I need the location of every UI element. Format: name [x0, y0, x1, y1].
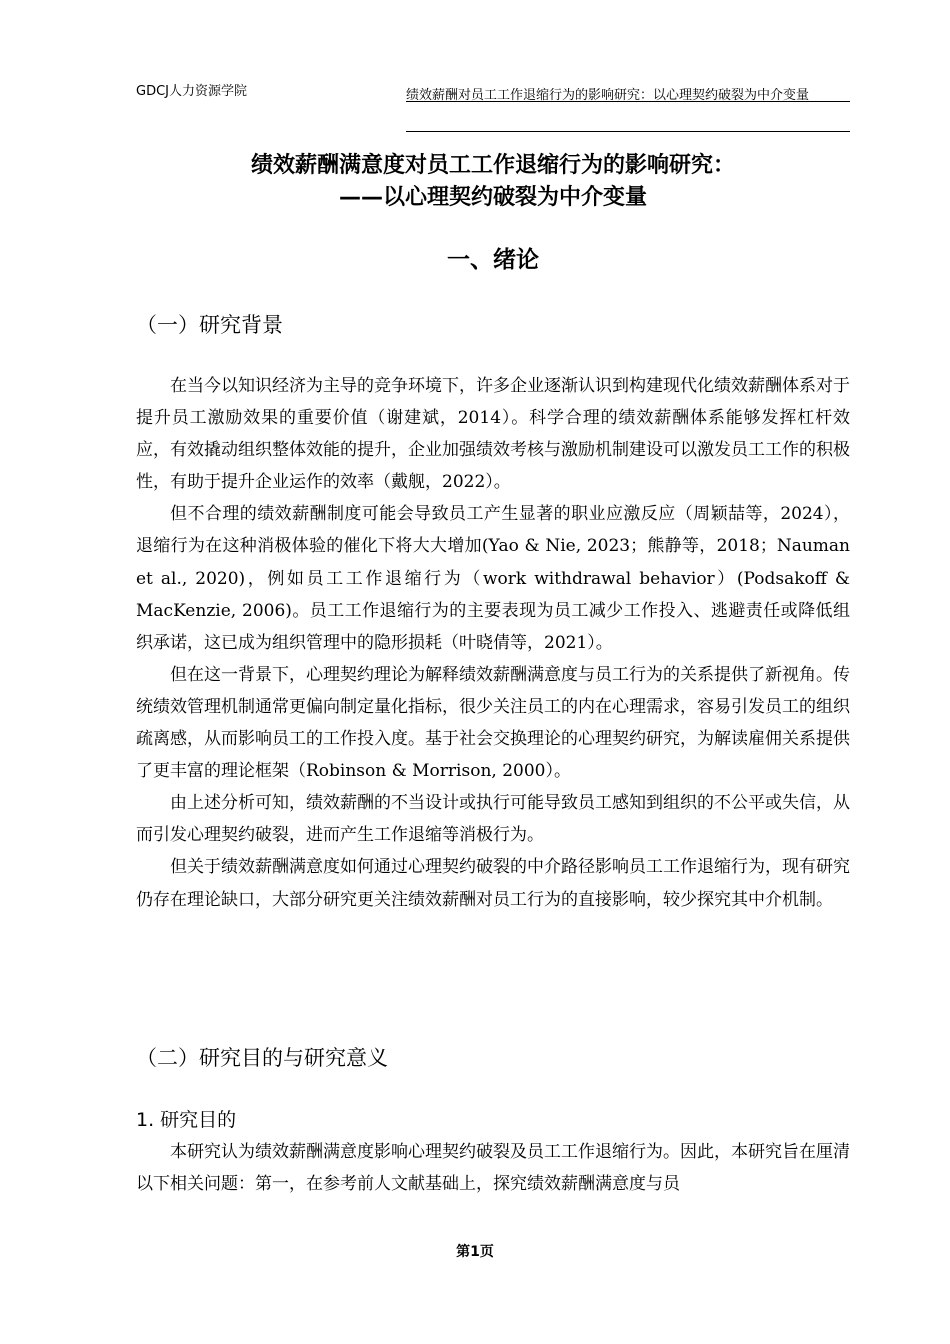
section-body-background — [136, 370, 850, 916]
paragraph: 在当今以知识经济为主导的竞争环境下，许多企业逐渐认识到构建现代化绩效薪酬体系对于提升员工激励效果的重要价值（谢建斌，2014）。科学合理的绩效薪酬体系能够发挥杠杆效应，有效撬动组织整体效能的提升，企业加强绩效考核与激励机制建设可以激发员工工作的积极性，有助于提升企业运作的效率（戴舰，2022）。 — [136, 376, 850, 493]
paragraph: 由上述分析可知，绩效薪酬的不当设计或执行可能导致员工感知到组织的不公平或失信，从而引发心理契约破裂，进而产生工作退缩等消极行为。 — [136, 793, 850, 846]
paragraph: 本研究认为绩效薪酬满意度影响心理契约破裂及员工工作退缩行为。因此，本研究旨在厘清以下相关问题：第一，在参考前人文献基础上，探究绩效薪酬满意度与员 — [136, 1142, 850, 1195]
paper-title: 绩效薪酬满意度对员工工作退缩行为的影响研究： — [250, 153, 735, 178]
section-body-purpose — [136, 1136, 850, 1200]
section-heading-purpose: （二）研究目的与研究意义 — [136, 1046, 388, 1070]
paragraph: 但不合理的绩效薪酬制度可能会导致员工产生显著的职业应激反应（周颖喆等，2024），退缩行为在这种消极体验的催化下将大大增加(Yao & Nie, 2023；熊静等，2018；Nauman et al., 2020)，例如员工工作退缩行为（work withdrawal behavior）(Podsakoff & MacKenzie, 2006)。员工工作退缩行为的主要表现为员工减少工作投入、逃避责任或降低组织承诺，这已成为组织管理中的隐形损耗（叶晓倩等，2021）。 — [136, 504, 850, 653]
subsection-heading: 1. 研究目的 — [136, 1109, 237, 1131]
paragraph: 但在这一背景下，心理契约理论为解释绩效薪酬满意度与员工行为的关系提供了新视角。传统绩效管理机制通常更偏向制定量化指标，很少关注员工的内在心理需求，容易引发员工的组织疏离感，从而影响员工的工作投入度。基于社会交换理论的心理契约研究，为解读雇佣关系提供了更丰富的理论框架（Robinson & Morrison, 2000）。 — [136, 664, 850, 782]
paragraph: 但关于绩效薪酬满意度如何通过心理契约破裂的中介路径影响员工工作退缩行为，现有研究仍存在理论缺口，大部分研究更关注绩效薪酬对员工行为的直接影响，较少探究其中介机制。 — [136, 857, 850, 910]
header-institution: GDCJ人力资源学院 — [136, 84, 247, 99]
paper-subtitle: ——以心理契约破裂为中介变量 — [338, 185, 647, 210]
header-running-title: 绩效薪酬对员工工作退缩行为的影响研究：以心理契约破裂为中介变量 — [406, 88, 810, 103]
page-number: 第1页 — [456, 1244, 494, 1260]
header-rule-bottom — [406, 131, 850, 132]
header-rule — [406, 101, 850, 102]
section-heading-background: （一）研究背景 — [136, 313, 283, 337]
chapter-heading: 一、绪论 — [447, 247, 539, 273]
